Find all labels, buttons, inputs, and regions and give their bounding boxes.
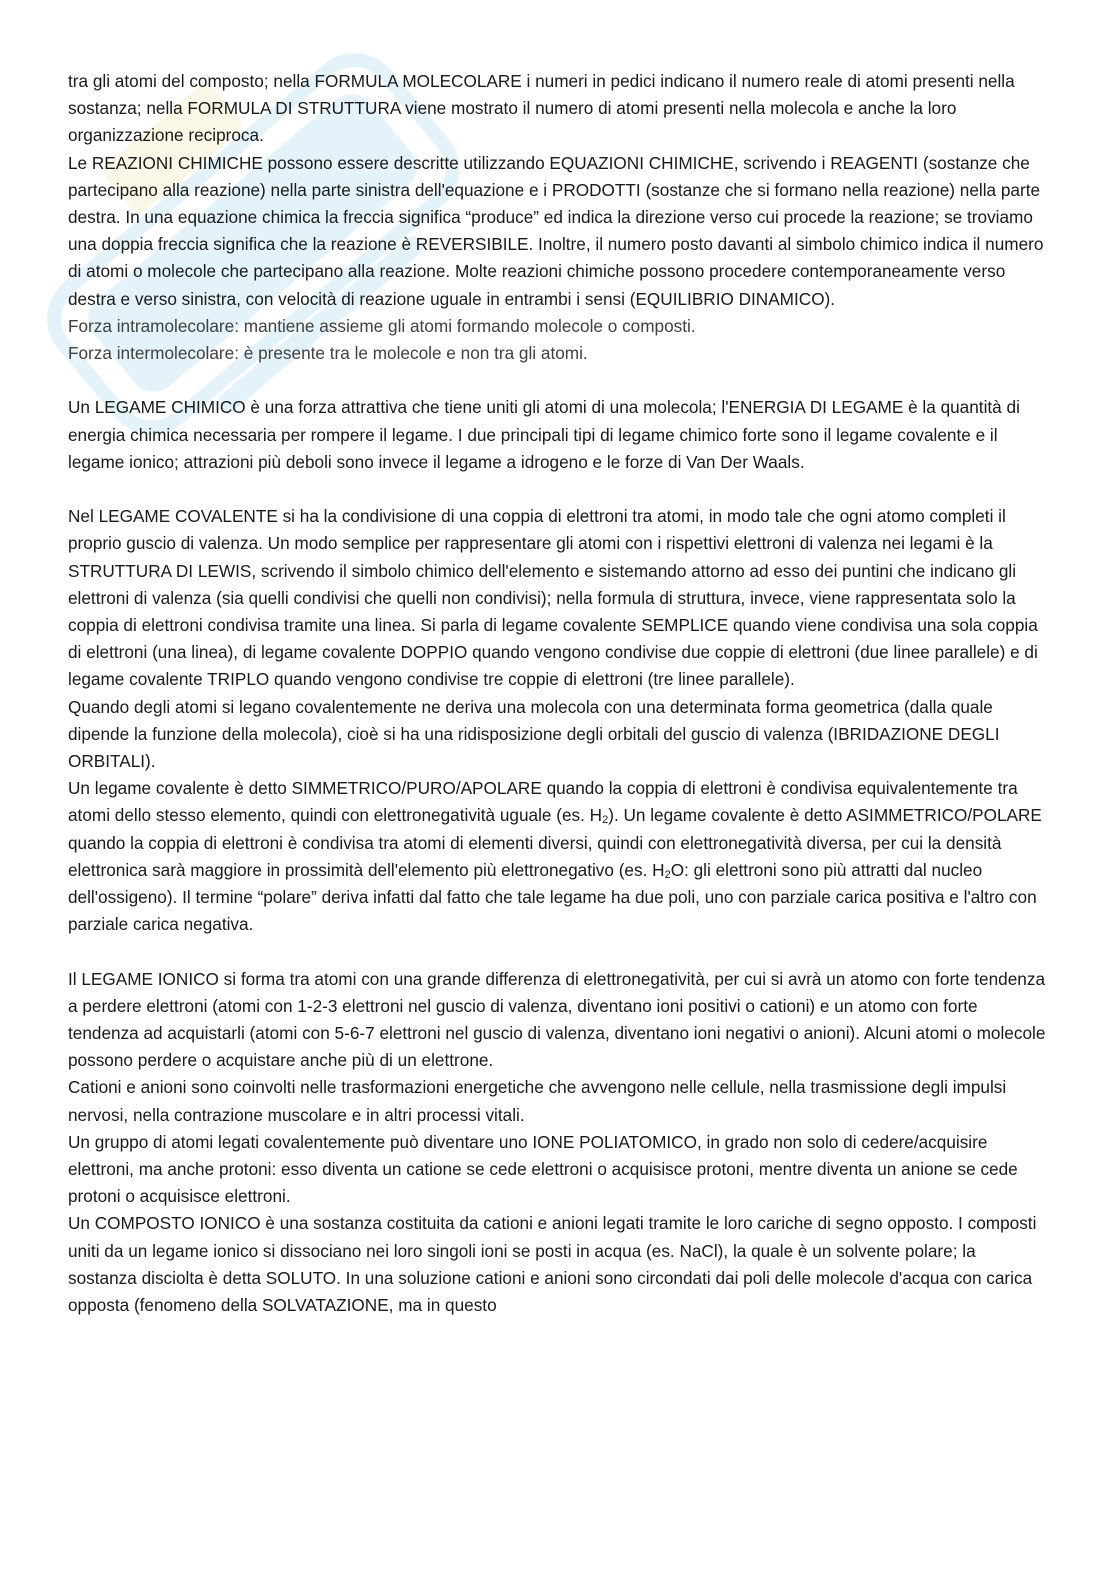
paragraph-gap xyxy=(68,938,1048,965)
paragraph-forza-intermolecolare: Forza intermolecolare: è presente tra le molecole e non tra gli atomi. xyxy=(68,343,588,364)
paragraph-composto-ionico: Un COMPOSTO IONICO è una sostanza costituita da cationi e anioni legati tramite le loro cariche di segno opposto. I composti uniti da un legame ionico si dissociano nei loro singoli ioni se posti in acqua (es. NaCl), la quale è un solvente polare; la sostanza disciolta è detta SOLUTO. In una soluzione cationi e anioni sono circondati dai poli delle molecole d'acqua con carica opposta (fenomeno della SOLVATAZIONE, ma in questo xyxy=(68,1213,1037,1316)
paragraph-polarita: Un legame covalente è detto SIMMETRICO/PURO/APOLARE quando la coppia di elettroni è condivisa equivalentemente tra atomi dello stesso elemento, quindi con elettronegatività uguale (es. $H_2$). Un legame covalente è detto ASIMMETRICO/POLARE quando la coppia di elettroni è condivisa tra atomi di elementi diversi, quindi con elettronegatività diversa, per cui la densità elettronica sarà maggiore in prossimità dell'elemento più elettronegativo (es. $H_2O$: gli elettroni sono più attratti dal nucleo dell'ossigeno). Il termine “polare” deriva infatti dal fatto che tale legame ha due poli, uno con parziale carica positiva e l'altro con parziale carica negativa. xyxy=(68,778,1042,935)
paragraph-gap xyxy=(68,476,1048,503)
paragraph-gap xyxy=(68,367,1048,394)
paragraph-legame-covalente: Nel LEGAME COVALENTE si ha la condivisione di una coppia di elettroni tra atomi, in modo tale che ogni atomo completi il proprio guscio di valenza. Un modo semplice per rappresentare gli atomi con i rispettivi elettroni di valenza nei legami è la STRUTTURA DI LEWIS, scrivendo il simbolo chimico dell'elemento e sistemando attorno ad esso dei puntini che indicano gli elettroni di valenza (sia quelli condivisi che quelli non condivisi); nella formula di struttura, invece, viene rappresentata solo la coppia di elettroni condivisa tramite una linea. Si parla di legame covalente SEMPLICE quando viene condivisa una sola coppia di elettroni (una linea), di legame covalente DOPPIO quando vengono condivise due coppie di elettroni (due linee parallele) e di legame covalente TRIPLO quando vengono condivise tre coppie di elettroni (tre linee parallele). xyxy=(68,506,1038,690)
paragraph-legame-chimico: Un LEGAME CHIMICO è una forza attrattiva che tiene uniti gli atomi di una molecola; l'ENERGIA DI LEGAME è la quantità di energia chimica necessaria per rompere il legame. I due principali tipi di legame chimico forte sono il legame covalente e il legame ionico; attrazioni più deboli sono invece il legame a idrogeno e le forze di Van Der Waals. xyxy=(68,397,1020,472)
paragraph-formule: tra gli atomi del composto; nella FORMULA MOLECOLARE i numeri in pedici indicano il numero reale di atomi presenti nella sostanza; nella FORMULA DI STRUTTURA viene mostrato il numero di atomi presenti nella molecola e anche la loro organizzazione reciproca. xyxy=(68,71,1015,146)
paragraph-ibridazione: Quando degli atomi si legano covalentemente ne deriva una molecola con una determinata forma geometrica (dalla quale dipende la funzione della molecola), cioè si ha una ridisposizione degli orbitali del guscio di valenza (IBRIDAZIONE DEGLI ORBITALI). xyxy=(68,696,1000,772)
paragraph-forza-intramolecolare: Forza intramolecolare: mantiene assieme gli atomi formando molecole o composti. xyxy=(68,315,696,336)
paragraph-cationi-anioni: Cationi e anioni sono coinvolti nelle trasformazioni energetiche che avvengono nelle cellule, nella trasmissione degli impulsi nervosi, nella contrazione muscolare e in altri processi vitali. xyxy=(68,1077,1007,1125)
paragraph-reazioni-chimiche: Le REAZIONI CHIMICHE possono essere descritte utilizzando EQUAZIONI CHIMICHE, scrivendo i REAGENTI (sostanze che partecipano alla reazione) nella parte sinistra dell'equazione e i PRODOTTI (sostanze che si formano nella reazione) nella parte destra. In una equazione chimica la freccia significa “produce” ed indica la direzione verso cui procede la reazione; se troviamo una doppia freccia significa che la reazione è REVERSIBILE. Inoltre, il numero posto davanti al simbolo chimico indica il numero di atomi o molecole che partecipano alla reazione. Molte reazioni chimiche possono procedere contemporaneamente verso destra e verso sinistra, con velocità di reazione uguale in entrambi i sensi (EQUILIBRIO DINAMICO). xyxy=(68,152,1044,309)
document-body xyxy=(68,68,1048,1319)
paragraph-ione-poliatomico: Un gruppo di atomi legati covalentemente può diventare uno IONE POLIATOMICO, in grado non solo di cedere/acquisire elettroni, ma anche protoni: esso diventa un catione se cede elettroni o acquisisce protoni, mentre diventa un anione se cede protoni o acquisisce elettroni. xyxy=(68,1131,1018,1207)
paragraph-legame-ionico: Il LEGAME IONICO si forma tra atomi con una grande differenza di elettronegatività, per cui si avrà un atomo con forte tendenza a perdere elettroni (atomi con 1-2-3 elettroni nel guscio di valenza, diventano ioni positivi o cationi) e un atomo con forte tendenza ad acquistarli (atomi con 5-6-7 elettroni nel guscio di valenza, diventano ioni negativi o anioni). Alcuni atomi o molecole possono perdere o acquistare anche più di un elettrone. xyxy=(68,968,1046,1071)
